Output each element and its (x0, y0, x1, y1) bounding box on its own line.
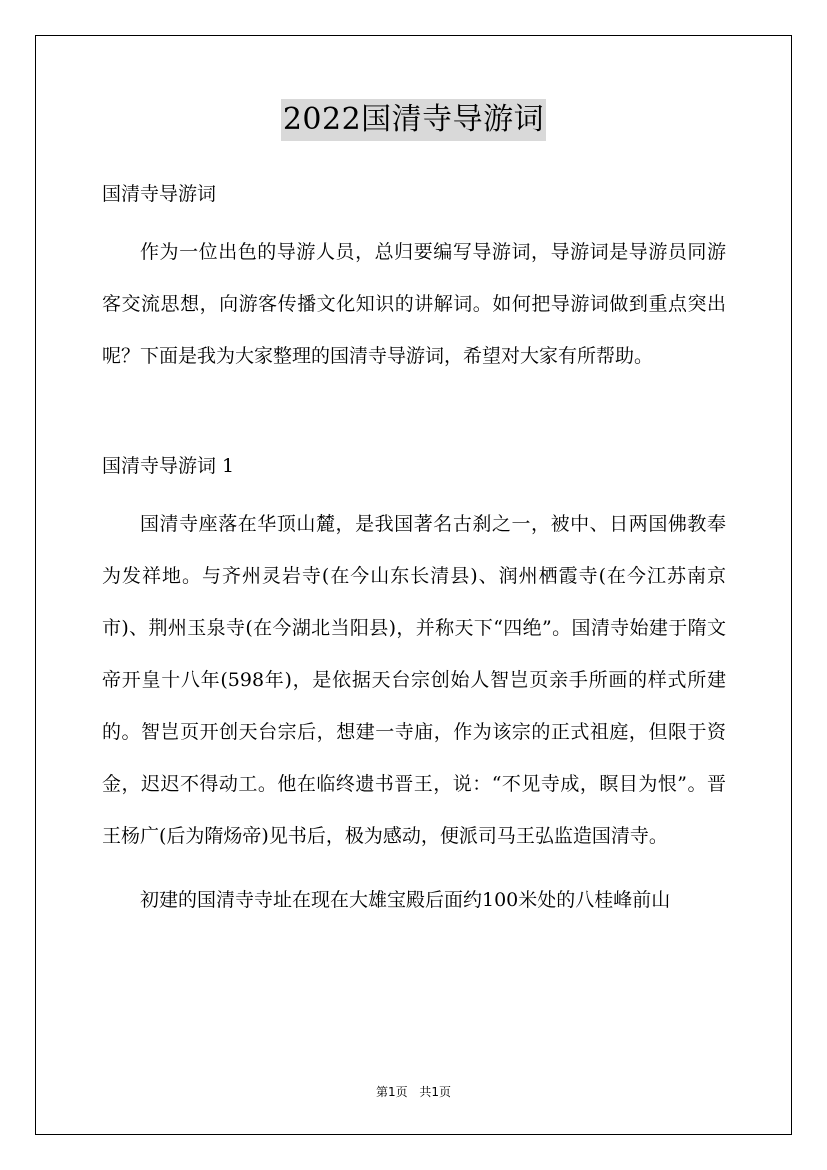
document-body (102, 176, 726, 926)
intro-paragraph: 作为一位出色的导游人员，总归要编写导游词，导游词是导游员同游客交流思想，向游客传播文化知识的讲解词。如何把导游词做到重点突出呢？下面是我为大家整理的国清寺导游词，希望对大家有所帮助。 (102, 241, 726, 367)
section-paragraph-2: 初建的国清寺寺址在现在大雄宝殿后面约100米处的八桂峰前山 (140, 889, 671, 911)
page-total: 共1页 (419, 1085, 452, 1099)
subtitle: 国清寺导游词 (102, 183, 217, 205)
document-title: 2022国清寺导游词 (281, 99, 546, 141)
page-number: 第1页 (375, 1085, 408, 1099)
page-footer (0, 1083, 827, 1100)
title-container (0, 99, 827, 141)
section-paragraph-1: 国清寺座落在华顶山麓，是我国著名古刹之一，被中、日两国佛教奉为发祥地。与齐州灵岩寺(在今山东长清县)、润州栖霞寺(在今江苏南京市)、荆州玉泉寺(在今湖北当阳县)，并称天下“四绝”。国清寺始建于隋文帝开皇十八年(598年)，是依据天台宗创始人智岂页亲手所画的样式所建的。智岂页开创天台宗后，想建一寺庙，作为该宗的正式祖庭，但限于资金，迟迟不得动工。他在临终遗书晋王，说：“不见寺成，瞑目为恨”。晋王杨广(后为隋炀帝)见书后，极为感动，便派司马王弘监造国清寺。 (102, 513, 726, 847)
section-heading: 国清寺导游词 1 (102, 455, 235, 477)
